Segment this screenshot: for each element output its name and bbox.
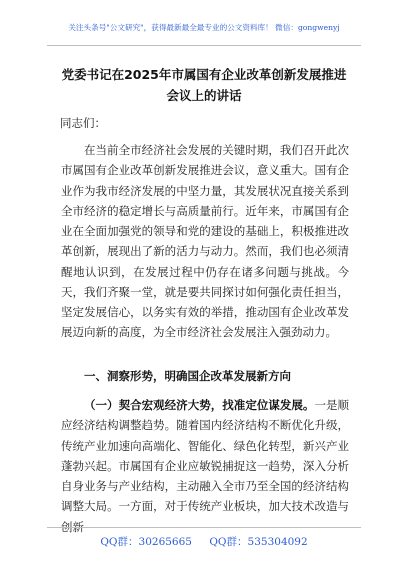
footer-qq-group-2: QQ群：535304092 (209, 536, 308, 548)
subsection-heading: （一）契合宏观经济大势，找准定位谋发展。 (84, 398, 315, 412)
footer-divider (47, 527, 361, 528)
subsection-body: 一是顺应经济结构调整趋势。随着国内经济结构不断优化升级，传统产业加速向高端化、智能化、绿色化转型，新兴产业蓬勃兴起。市属国有企业应敏锐捕捉这一趋势，深入分析自身业务与产业结构，主动融入全市乃至全国的经济结构调整大局。一方面，对于传统产业板块，加大技术改造与创新 (61, 398, 349, 534)
footer-contact (0, 535, 408, 549)
intro-paragraph: 在当前全市经济社会发展的关键时期，我们召开此次市属国有企业改革创新发展推进会议，意义重大。国有企业作为我市经济发展的中坚力量，其发展状况直接关系到全市经济的稳定增长与高质量前行。近年来，市属国有企业在全面加强党的领导和党的建设的基础上，积极推进改革创新，展现出了新的活力与动力。然而，我们也必须清醒地认识到，在发展过程中仍存在诸多问题与挑战。今天，我们齐聚一堂，就是要共同探讨如何强化责任担当，坚定发展信心，以务实有效的举措，推动国有企业改革发展迈向新的高度，为全市经济社会发展注入强劲动力。 (61, 143, 349, 340)
subsection-paragraph (61, 395, 349, 534)
header-divider (47, 45, 361, 46)
section-heading: 一、洞察形势，明确国企改革发展新方向 (84, 369, 291, 383)
salutation: 同志们： (60, 116, 106, 130)
footer-qq-group-1: QQ群：30265665 (100, 536, 192, 548)
header-banner: 关注头条号"公文研究"，获得最新最全最专业的公文资料库！ 微信：gongwenyj (68, 23, 340, 32)
document-title: 党委书记在2025年市属国有企业改革创新发展推进会议上的讲话 (61, 67, 347, 103)
